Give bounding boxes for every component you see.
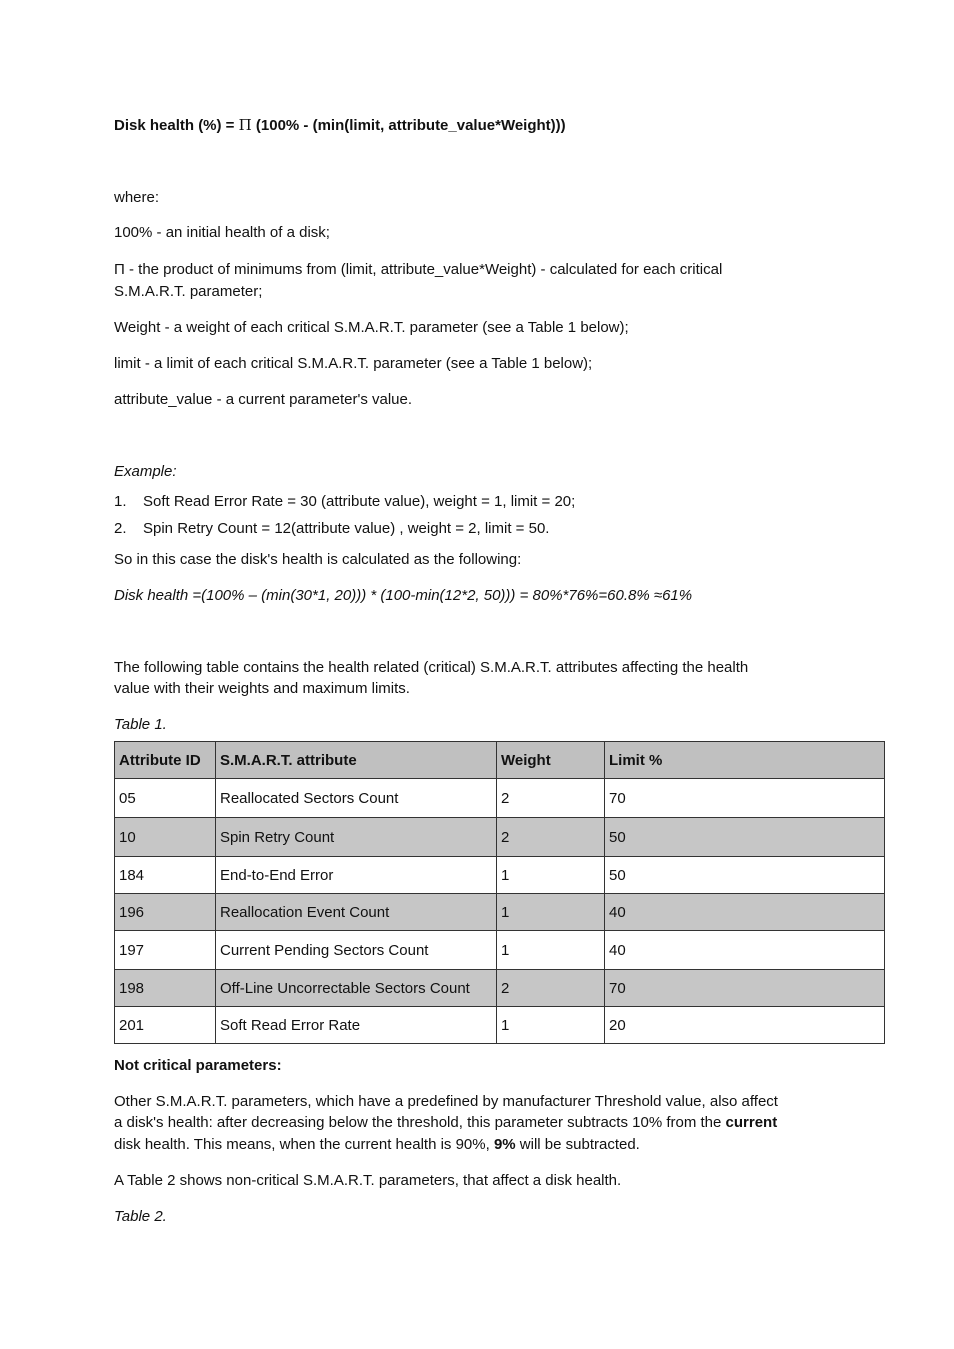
- table-cell: Spin Retry Count: [216, 818, 497, 857]
- text-span: a disk's health: after decreasing below the threshold, this parameter subtracts 10% from the: [114, 1114, 726, 1131]
- definition-pi-line2: S.M.A.R.T. parameter;: [114, 283, 263, 300]
- column-header: Weight: [497, 742, 605, 779]
- table-intro-line1: The following table contains the health related (critical) S.M.A.R.T. attributes affecting the health: [114, 659, 749, 676]
- table-row: [115, 818, 885, 857]
- table2-intro: A Table 2 shows non-critical S.M.A.R.T. parameters, that affect a disk health.: [114, 1172, 622, 1189]
- pi-symbol: Π: [238, 116, 252, 134]
- list-number: 2.: [114, 520, 127, 537]
- example-calculation: Disk health =(100% – (min(30*1, 20))) * (100-min(12*2, 50))) = 80%*76%=60.8% ≈61%: [114, 587, 693, 604]
- table-cell: 184: [115, 857, 216, 894]
- table-cell: 196: [115, 894, 216, 931]
- definition-weight: Weight - a weight of each critical S.M.A.R.T. parameter (see a Table 1 below);: [114, 319, 629, 336]
- list-text: Soft Read Error Rate = 30 (attribute value), weight = 1, limit = 20;: [143, 493, 576, 510]
- table-header-row: [115, 742, 885, 779]
- definition-pi-line1: Π - the product of minimums from (limit, attribute_value*Weight) - calculated for each critical: [114, 261, 723, 278]
- table-cell: 10: [115, 818, 216, 857]
- table-cell: 201: [115, 1007, 216, 1044]
- list-number: 1.: [114, 493, 127, 510]
- table-cell: 20: [605, 1007, 885, 1044]
- formula-title: [114, 115, 566, 136]
- table-row: [115, 931, 885, 970]
- table-cell: Off-Line Uncorrectable Sectors Count: [216, 970, 497, 1007]
- non-critical-line2: [114, 1112, 777, 1133]
- table-cell: 50: [605, 857, 885, 894]
- table-row: [115, 894, 885, 931]
- table-cell: 1: [497, 931, 605, 970]
- formula-prefix: Disk health (%) =: [114, 117, 239, 134]
- non-critical-line1: Other S.M.A.R.T. parameters, which have a predefined by manufacturer Threshold value, also affect: [114, 1093, 778, 1110]
- table-cell: 70: [605, 779, 885, 818]
- table-cell: 2: [497, 970, 605, 1007]
- table-row: [115, 970, 885, 1007]
- column-header: S.M.A.R.T. attribute: [216, 742, 497, 779]
- table-cell: Soft Read Error Rate: [216, 1007, 497, 1044]
- table-row: [115, 779, 885, 818]
- table-cell: 1: [497, 1007, 605, 1044]
- definition-attribute-value: attribute_value - a current parameter's value.: [114, 391, 413, 408]
- table-cell: 198: [115, 970, 216, 1007]
- critical-attributes-table: [114, 741, 885, 1044]
- column-header: Attribute ID: [115, 742, 216, 779]
- column-header: Limit %: [605, 742, 885, 779]
- table-cell: Current Pending Sectors Count: [216, 931, 497, 970]
- table-cell: 2: [497, 779, 605, 818]
- bold-text: current: [725, 1114, 778, 1131]
- table-cell: Reallocated Sectors Count: [216, 779, 497, 818]
- bold-text: 9%: [493, 1136, 516, 1153]
- table-cell: 70: [605, 970, 885, 1007]
- formula-suffix: (100% - (min(limit, attribute_value*Weight))): [251, 117, 566, 134]
- table-row: [115, 1007, 885, 1044]
- table-cell: 1: [497, 857, 605, 894]
- table-cell: Reallocation Event Count: [216, 894, 497, 931]
- table2-caption: Table 2.: [114, 1208, 167, 1225]
- table-cell: 40: [605, 931, 885, 970]
- table-cell: 2: [497, 818, 605, 857]
- example-item: [114, 491, 575, 512]
- table-cell: 1: [497, 894, 605, 931]
- text-span: disk health. This means, when the current health is 90%,: [114, 1136, 494, 1153]
- list-text: Spin Retry Count = 12(attribute value) , weight = 2, limit = 50.: [143, 520, 550, 537]
- non-critical-line3: [114, 1134, 640, 1155]
- definition-initial: 100% - an initial health of a disk;: [114, 224, 330, 241]
- table-cell: 50: [605, 818, 885, 857]
- definition-limit: limit - a limit of each critical S.M.A.R.T. parameter (see a Table 1 below);: [114, 355, 593, 372]
- example-heading: Example:: [114, 463, 177, 480]
- table-cell: 40: [605, 894, 885, 931]
- table-cell: End-to-End Error: [216, 857, 497, 894]
- example-item: [114, 518, 549, 539]
- example-so-text: So in this case the disk's health is calculated as the following:: [114, 551, 522, 568]
- table-cell: 197: [115, 931, 216, 970]
- table-row: [115, 857, 885, 894]
- table-cell: 05: [115, 779, 216, 818]
- table1-caption: Table 1.: [114, 716, 167, 733]
- table-intro-line2: value with their weights and maximum limits.: [114, 680, 410, 697]
- non-critical-heading: Not critical parameters:: [114, 1057, 282, 1074]
- where-label: where:: [114, 189, 160, 206]
- text-span: will be subtracted.: [515, 1136, 640, 1153]
